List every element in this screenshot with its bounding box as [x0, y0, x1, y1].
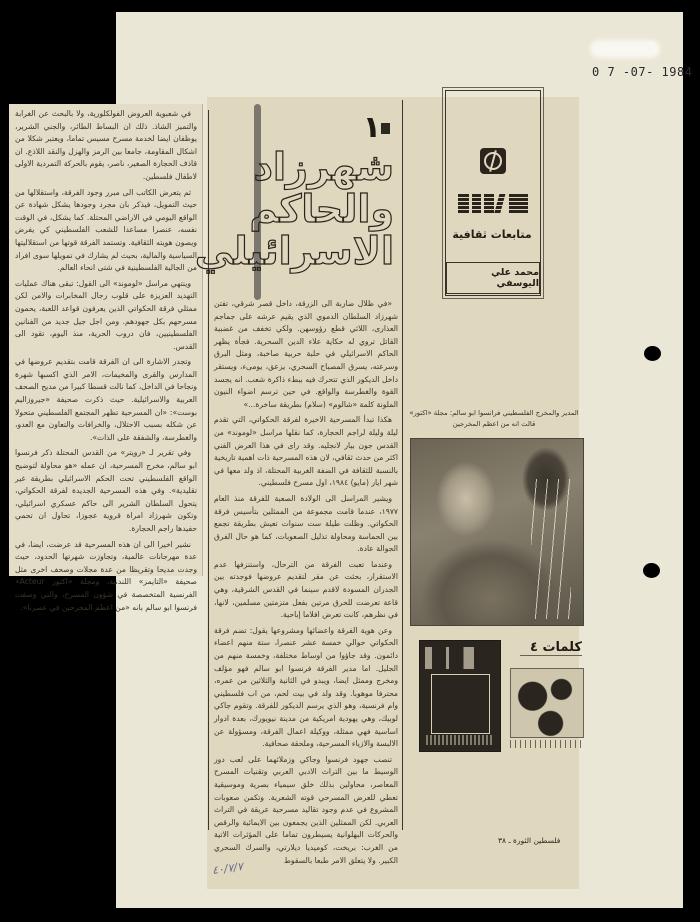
- article-text-right-column: [214, 298, 398, 870]
- paragraph: وفي تقرير لـ «رويتر» من القدس المحتلة ذكر فرنسوا ابو سالم، مخرج المسرحية، ان عمله «هو محاولة لتوضيح الواقع الفلسطيني تحت الحكم الاسرائيلي بطريقة غير تقليدية». وفي هذه المسرحية الجديدة لفرقة الحكواتي، يتحول السلطان الشرير الى حاكم عسكري اسرائيلي، وتكون شهرزاد امراة قروية عجوزا، تحاول ان تحمي حفيدها راجم الحجارة.: [15, 448, 197, 533]
- striped-logo-icon: [458, 193, 528, 213]
- page-footer: فلسطين الثورة ـ ٣٨: [498, 836, 561, 845]
- square-bullet-icon: [381, 123, 390, 134]
- author-box: [446, 262, 540, 294]
- paragraph: تنصب جهود فرنسوا وجاكي وزملائهما على لعب دور الوسيط ما بين التراث الادبي العربي وتقنيات المسرح المعاصر، محاولين بذلك خلق سيمياء بصرية وموسيقية تعطي للعرض المسرحي قوته الشعرية. وتكمن صعوبات المشروع في عدم وجود تقاليد مسرحية عريقة في التراث العربي. لكن الممثلين الذين يجمعون بين الايمائية والرقص والحركات البهلوانية يسيطرون تماما على المؤثرات الاتية من الغرب: بريخت، كوميديا ديلارتي، والسرك السحري الكبير. ولا يتعلق الامر طبعا بالسقوط: [214, 754, 398, 865]
- handwritten-date: ٤٠/٧/٧: [211, 859, 244, 878]
- director-photo: [410, 438, 584, 626]
- paragraph: وعن هوية الفرقة واعضائها ومشروعها يقول: تضم فرقة الحكواتي حوالي خمسة عشر عنصرا، ستة منهم اعضاء دائمون. وقد جاؤوا من اوساط مختلفة، وخمسة منهم من الجليل. اما مدير الفرقة فرنسوا ابو سالم فهو مؤلف ومخرج وممثل ايضا، ويبدو في الثانية والثلاثين من عمره، محترفا موهوبا. وقد ولد في بيت لحم، من اب فلسطيني وام فرنسية، وهو الذي يرسم الديكور للفرقة. وتقوم جاكي لوبيك، وهي يهودية امريكية من مدينة نيويورك، بعدة ادوار اساسية فهي ممثلة، ووكيلة اعمال الفرقة، ومسؤولة عن الالبسة والازياء المسرحية، وملحقة صحافية.: [214, 625, 398, 749]
- column-rule: [208, 110, 209, 830]
- paragraph: وتجدر الاشارة الى ان الفرقة قامت بتقديم عروضها في المدارس والقرى والمخيمات، الامر الذي اكسبها شهرة ونجاحا في الداخل، كما نالت قسطا كبيرا من مديح الصحف العربية والاسرائيلية. حيث ذكرت صحيفة «جيروزاليم بوست»: «ان المسرحية تظهر المجتمع الفلسطيني متحولا عن شكله بسبب الاحتلال، والخرافات والتعاون مع العدو، والغطرسة، والشفقة على الذات».: [15, 357, 197, 442]
- publication-logo-icon: [480, 148, 506, 174]
- article-text-left-column: [15, 108, 197, 617]
- paragraph: هكذا تبدأ المسرحية الاخيرة لفرقة الحكواتي، التي تقدم ليلة وليلة لراجم الحجارة، كما نقلها مراسل «لوموند» من القدس جون بيار لانجليه. وقد راى في هذا العرض الفني اكثر من حدث ثقافي، لان هذه المسرحية ذات اهمية تاريخية بالنسبة للثقافة في الضفة الغربية المحتلة، اذ ولد معها في شهر ايار (مايو) ١٩٨٤، اول مسرح فلسطيني.: [214, 415, 398, 488]
- paragraph: «في ظلال ضاربة الى الزرقة، داخل قصر شرقي، تفتن شهرزاد السلطان الدموي الذي يقيم عرشه على جماجم العذارى، اللائي قطع رؤوسهن. ولكي تخفف من غضبية القاتل تروي له حكاية علاء الدين السحرية. فجأة يظهر الحاكم الاسرائيلي في حلبة حربية صاخبة، ومثل البرق وسرعته، يسرق المصباح السحري، يزعق، يومىء، ويستقر داخل الديكور الذي تتحرك فيه ببطء ذاكرة شعب. انه يجسد القوة والغطرسة والواقع. في حين ترسم اضواء النيون الملونة كلمة «شالوم» (سلام) بطريقة ساخرة...»: [214, 299, 398, 409]
- article-headline: [194, 110, 394, 273]
- paragraph: وينتهي مراسل «لوموند» الى القول: تبقى هناك عمليات التهديد العزيزة على قلوب رجال المخابرات والامن لكن ممثلي فرقة الحكواتي الذين يعرفون قواعد اللعبة، يحمون مسرحهم بكل جهودهم. ومن اجل جيل جديد من الفنانين الفلسطينيين، فان دروب الحرية، منذ اليوم، تقود الى القدس.: [15, 278, 197, 351]
- paragraph: ويشير المراسل الى الولادة الصعبة للفرقة منذ العام ١٩٧٧، عندما قامت مجموعة من الممثلين بتأسيس فرقة الحكواتي. وظلت طيلة ست سنوات تعيش بطريقة تجمع بين الحماسة ومحاولة تذليل الصعوبات، كما هو حال الفرق الجوالة عادة.: [214, 493, 398, 554]
- magazine-cover-thumbnail: [419, 640, 501, 752]
- paragraph: وعندما تعبت الفرقة من الترحال، واستنزفها عدم الاستقرار، بحثت عن مقر لتقديم عروضها فوجدته بين الجدران المسودة لاقدم سينما في القدس الشرقية، وهي قاعة تعرضت للحرق مرتين بفعل متزمتين مسلمين، لانها، في نظرهم، كانت تعرض افلاما إباحية.: [214, 559, 398, 620]
- paragraph: في شعبوية العروض الفولكلورية، ولا بالبحث عن الغرابة والتميز الشاذ. ذلك ان البساط الطائر، والجني الشرير، يوظفان ايضا لخدمة مسرح مسيس تماما، ويعتبر شكلا من اشكال المقاومة، جامعا بين الرمز والهزل والنقد اللاذع. ان قاذف الحجارة الصغير، ناصر، يقوم بالحركة التمردية الاولى لاطفال فلسطين.: [15, 109, 197, 181]
- photo-caption: المدير والمخرج الفلسطيني فرانسوا ابو سالم: مجلة «اكتور» قالت انه من اعظم المخرجين: [409, 409, 579, 428]
- section-name: متابعات ثقافية: [452, 228, 532, 241]
- article-number: [268, 110, 394, 146]
- date-stamp: 0 7 -07- 1984: [592, 65, 693, 79]
- headline-line: والحاكم: [249, 187, 394, 231]
- punch-hole-top: [644, 346, 661, 361]
- article-number-text: ١: [362, 110, 381, 145]
- calligraphy-thumbnail: [510, 668, 584, 738]
- decorative-strip: [510, 740, 582, 748]
- headline-line: شهرزاد: [253, 145, 394, 189]
- paragraph: ثم يتعرض الكاتب الى مبرر وجود الفرقة، واستقلالها من حيث التمويل، فيذكر بان مجرد وجودها يشكل شهادة عن الواقع اليومي في الاراضي المحتلة. كما يشكل، في الوقت نفسه، عنصرا مساعدا للشعب الفلسطيني كي يفرض ويصون هويته الثقافية. وتستمد الفرقة قوتها من استقلاليتها السياسية والمالية، بحيث لم يشارك في تمويلها سوى افراد من الجالية الفلسطينية في شتى انحاء العالم.: [15, 187, 197, 273]
- paragraph: نشير اخيرا الى ان هذه المسرحية قد عرضت، ايضا، في عدة مهرجانات عالمية، وتجاوزت شهرتها الحدود، حيث وجدت مديحا وتقريظا من عدة مجلات وصحف اخرى مثل صحيفة «التايمز» اللندنية، ومجلة «اكتور Acteur» الفرنسية المتخصصة في شؤون المسرح، والتي وصفت فرنسوا ابو سالم بانه «من اعظم المخرجين في عصرنا».: [15, 539, 197, 612]
- column-rule: [402, 100, 403, 830]
- tape-mark: [590, 40, 660, 58]
- clipping-continuation-column: [9, 104, 203, 612]
- headline-line: الاسرائيلي: [194, 229, 394, 273]
- sidebar-title: كلمات ٤: [520, 640, 582, 656]
- punch-hole-bottom: [643, 563, 660, 578]
- author-name: محمد علي اليوسفي: [491, 267, 539, 289]
